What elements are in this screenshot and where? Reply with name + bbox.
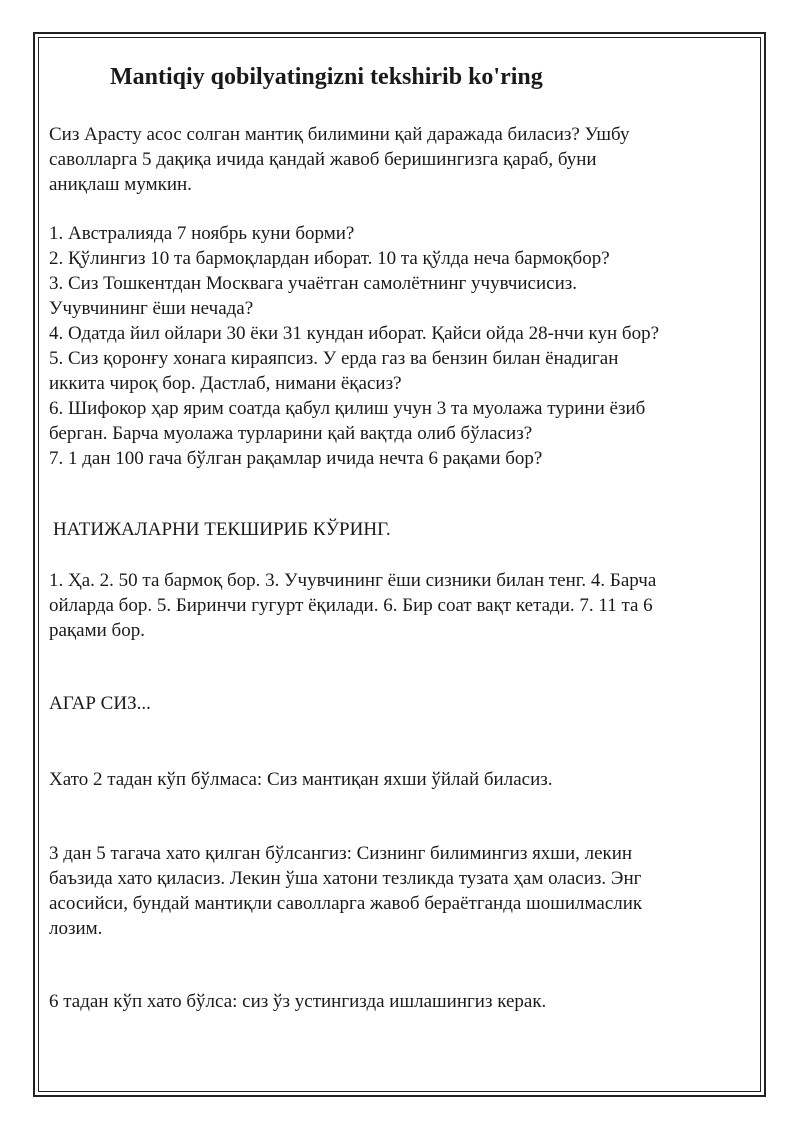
outcome-good	[49, 767, 754, 792]
intro-line: саволларга 5 дақиқа ичида қандай жавоб беришингизга қараб, буни	[49, 149, 597, 170]
answers-line: 1. Ҳа. 2. 50 та бармоқ бор. 3. Учувчининг ёши сизники билан тенг. 4. Барча	[49, 570, 657, 591]
answers-line: рақами бор.	[49, 620, 145, 641]
question-line: иккита чироқ бор. Дастлаб, нимани ёқасиз?	[49, 373, 402, 394]
if-heading-text: АГАР СИЗ...	[49, 693, 151, 714]
outcome-bad	[49, 989, 754, 1014]
outcome-bad-text: 6 тадан кўп хато бўлса: сиз ўз устингизда ишлашингиз керак.	[49, 991, 547, 1012]
question-line: 3. Сиз Тошкентдан Москвага учаётган самолётнинг учувчисисиз.	[49, 273, 578, 294]
page-title: Mantiqiy qobilyatingizni tekshirib ko'ring	[110, 64, 543, 90]
question-line: берган. Барча муолажа турларини қай вақтда олиб бўласиз?	[49, 423, 533, 444]
results-heading	[53, 517, 758, 542]
question-line: 1. Австралияда 7 ноябрь куни борми?	[49, 223, 355, 244]
outcome-medium	[49, 841, 754, 941]
results-heading-text: НАТИЖАЛАРНИ ТЕКШИРИБ КЎРИНГ.	[53, 519, 391, 540]
question-line: Учувчининг ёши нечада?	[49, 298, 254, 319]
intro-line: аниқлаш мумкин.	[49, 174, 192, 195]
question-line: 6. Шифокор ҳар ярим соатда қабул қилиш учун 3 та муолажа турини ёзиб	[49, 398, 646, 419]
if-heading	[49, 691, 754, 716]
outcome-medium-line: лозим.	[49, 918, 103, 939]
questions-list	[49, 221, 754, 471]
outcome-medium-line: асосийси, бундай мантиқли саволларга жавоб бераётганда шошилмаслик	[49, 893, 643, 914]
question-line: 2. Қўлингиз 10 та бармоқлардан иборат. 10 та қўлда неча бармоқбор?	[49, 248, 610, 269]
answers-line: ойларда бор. 5. Биринчи гугурт ёқилади. 6. Бир соат вақт кетади. 7. 11 та 6	[49, 595, 653, 616]
intro-line: Сиз Арасту асос солган мантиқ билимини қай даражада биласиз? Ушбу	[49, 124, 630, 145]
question-line: 7. 1 дан 100 гача бўлган рақамлар ичида нечта 6 рақами бор?	[49, 448, 543, 469]
question-line: 4. Одатда йил ойлари 30 ёки 31 кундан иборат. Қайси ойда 28-нчи кун бор?	[49, 323, 660, 344]
outcome-medium-line: 3 дан 5 тагача хато қилган бўлсангиз: Сизнинг билимингиз яхши, лекин	[49, 843, 633, 864]
intro-paragraph	[49, 122, 754, 197]
answers-paragraph	[49, 568, 754, 643]
question-line: 5. Сиз қоронғу хонага кираяпсиз. У ерда газ ва бензин билан ёнадиган	[49, 348, 619, 369]
outcome-good-text: Хато 2 тадан кўп бўлмаса: Сиз мантиқан яхши ўйлай биласиз.	[49, 769, 553, 790]
outcome-medium-line: баъзида хато қиласиз. Лекин ўша хатони тезликда тузата ҳам оласиз. Энг	[49, 868, 642, 889]
